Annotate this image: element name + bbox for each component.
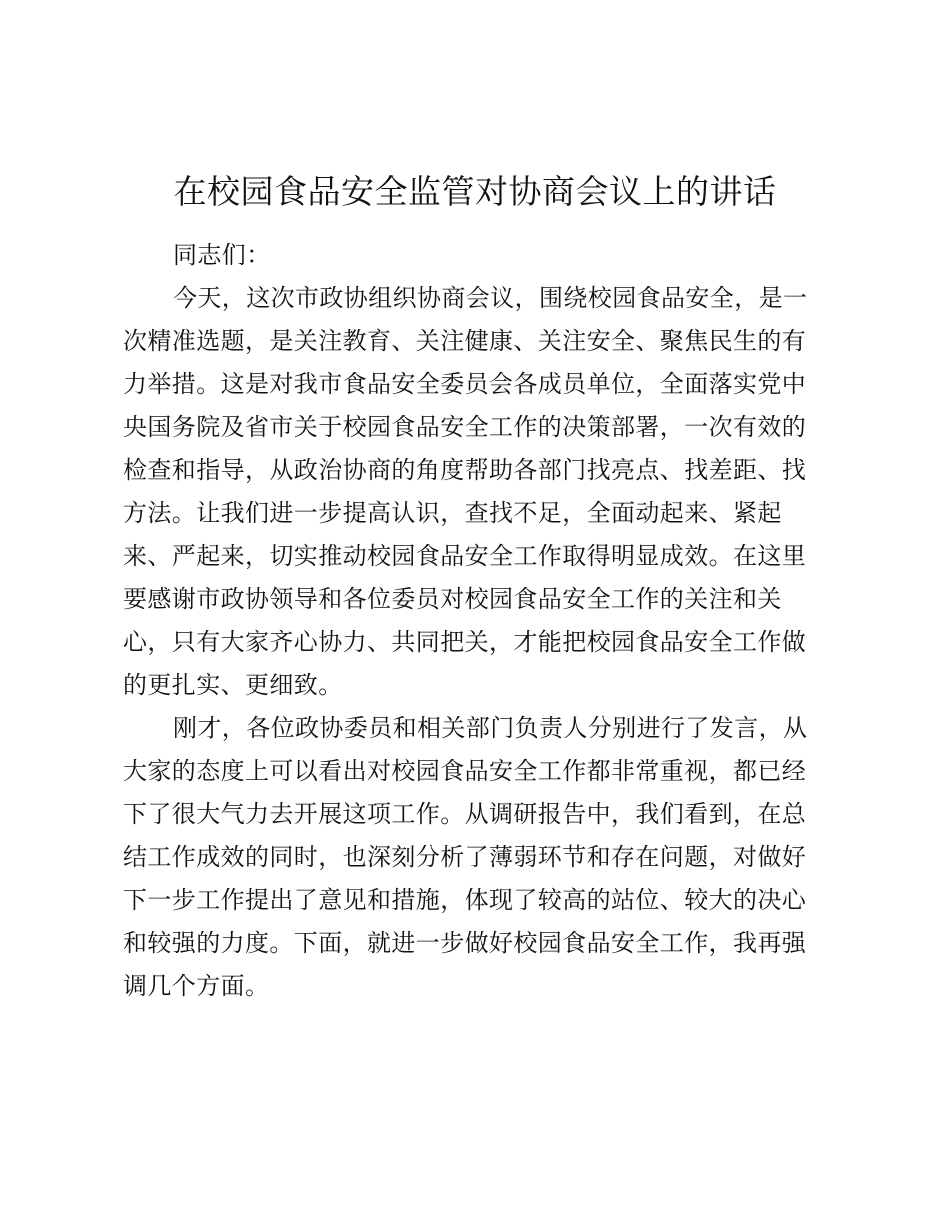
text-line: 刚才，各位政协委员和相关部门负责人分别进行了发言，从 xyxy=(173,714,808,742)
text-line: 力举措。这是对我市食品安全委员会各成员单位，全面落实党中 xyxy=(123,370,807,398)
text-line: 大家的态度上可以看出对校园食品安全工作都非常重视，都已经 xyxy=(123,757,807,785)
paragraph-1 xyxy=(123,277,823,707)
document-title: 在校园食品安全监管对协商会议上的讲话 xyxy=(173,172,777,211)
text-line: 调几个方面。 xyxy=(123,972,270,1000)
text-line: 心，只有大家齐心协力、共同把关，才能把校园食品安全工作做 xyxy=(123,628,807,656)
salutation-paragraph xyxy=(123,234,823,277)
text-line: 央国务院及省市关于校园食品安全工作的决策部署，一次有效的 xyxy=(123,413,807,441)
text-line: 今天，这次市政协组织协商会议，围绕校园食品安全，是一 xyxy=(173,284,808,312)
document-body xyxy=(123,234,823,1008)
text-line: 次精准选题，是关注教育、关注健康、关注安全、聚焦民生的有 xyxy=(123,327,807,355)
text-line: 方法。让我们进一步提高认识，查找不足，全面动起来、紧起 xyxy=(123,499,782,527)
text-line: 下了很大气力去开展这项工作。从调研报告中，我们看到，在总 xyxy=(123,800,807,828)
text-line: 下一步工作提出了意见和措施，体现了较高的站位、较大的决心 xyxy=(123,886,807,914)
text-line: 来、严起来，切实推动校园食品安全工作取得明显成效。在这里 xyxy=(123,542,807,570)
text-line: 要感谢市政协领导和各位委员对校园食品安全工作的关注和关 xyxy=(123,585,782,613)
paragraph-2 xyxy=(123,707,823,1008)
text-line: 的更扎实、更细致。 xyxy=(123,671,343,699)
text-line: 同志们： xyxy=(173,241,271,269)
text-line: 结工作成效的同时，也深刻分析了薄弱环节和存在问题，对做好 xyxy=(123,843,807,871)
text-line: 和较强的力度。下面，就进一步做好校园食品安全工作，我再强 xyxy=(123,929,807,957)
text-line: 检查和指导，从政治协商的角度帮助各部门找亮点、找差距、找 xyxy=(123,456,807,484)
